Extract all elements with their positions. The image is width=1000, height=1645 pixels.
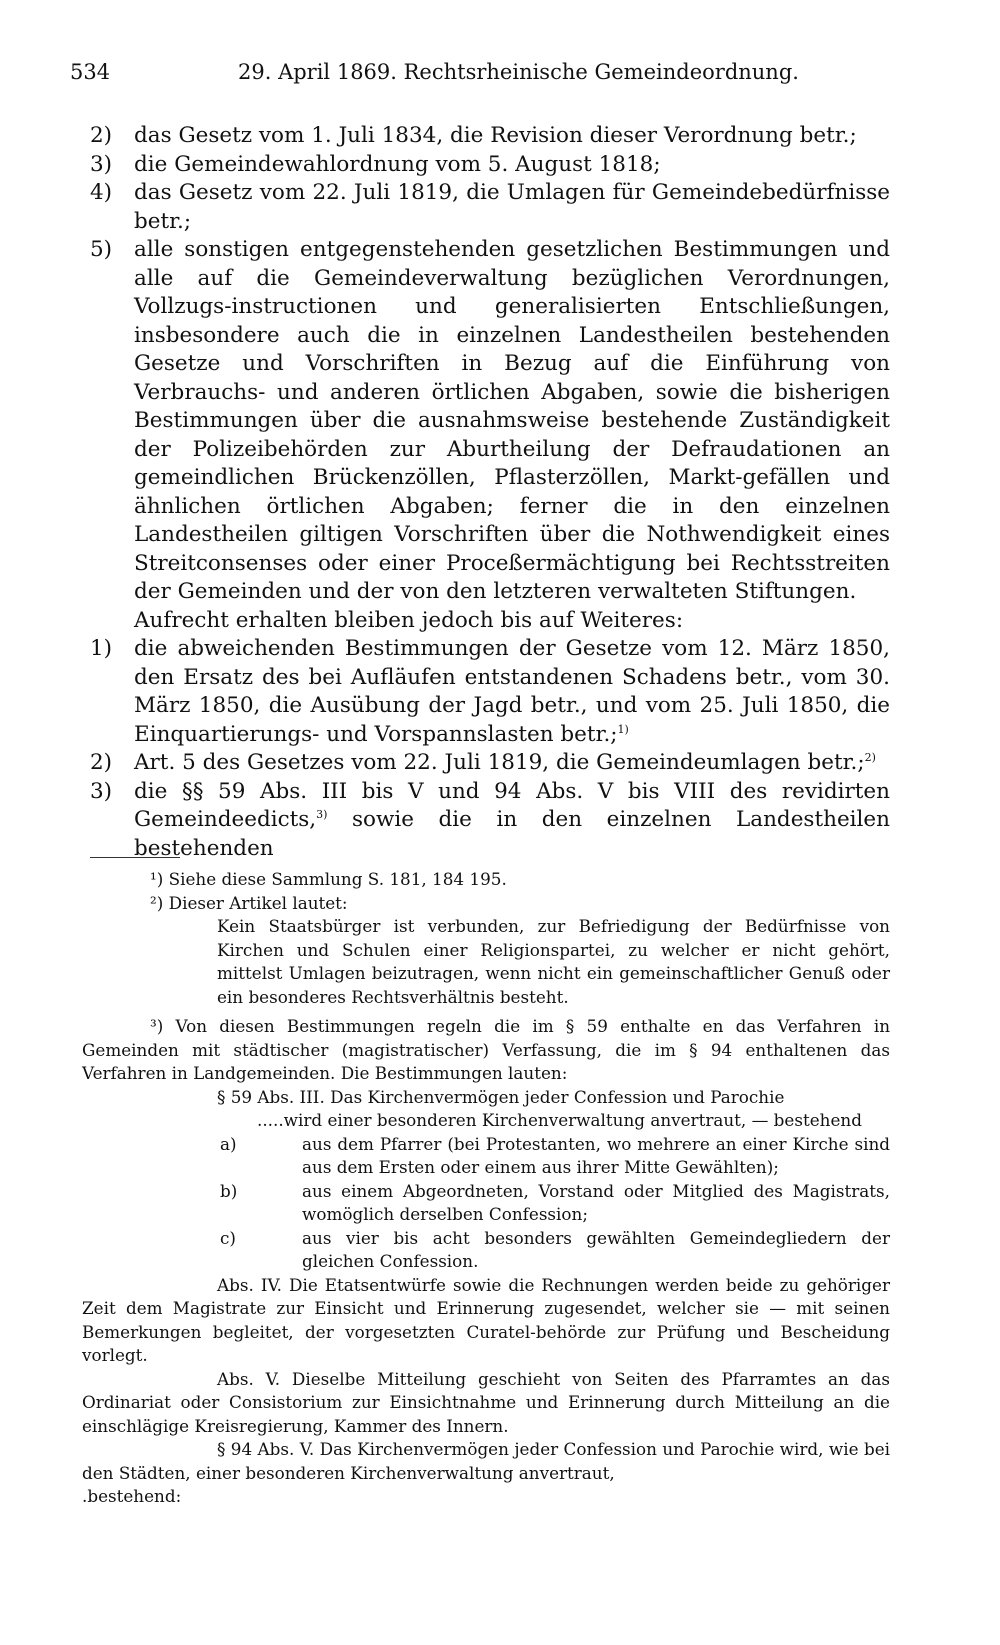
page-number: 534 xyxy=(70,60,111,84)
footnote-mark: ²) xyxy=(150,892,164,913)
item-letter: c) xyxy=(220,1227,236,1248)
footnote-3 xyxy=(82,1015,890,1086)
section-59-item xyxy=(82,1133,890,1180)
item-number: 3) xyxy=(90,151,113,177)
section-59-continuation: .....wird einer besonderen Kirchenverwaltung anvertraut, — bestehend xyxy=(257,1110,862,1130)
footnote-mark: ¹) xyxy=(150,869,164,889)
section-94-end: .bestehend: xyxy=(82,1486,182,1506)
abs-v-paragraph: Abs. V. Dieselbe Mitteilung geschieht von Seiten des Pfarramtes an das Ordinariat oder Consistorium zur Einsichtnahme und Erinnerung durch Mitteilung an die einschlägige Kreisregierung, Kammer des Innern. xyxy=(82,1368,890,1436)
section-59-heading: § 59 Abs. III. Das Kirchenvermögen jeder Confession und Parochie xyxy=(217,1086,785,1107)
footnote-separator xyxy=(90,857,180,858)
footnote-ref: 1) xyxy=(617,722,629,736)
footnote-text: Dieser Artikel lautet: xyxy=(168,892,348,913)
list-a-item xyxy=(90,179,890,236)
list-a-item xyxy=(90,151,890,180)
item-text: das Gesetz vom 1. Juli 1834, die Revision dieser Verordnung betr.; xyxy=(134,123,857,148)
footnote-1 xyxy=(82,868,890,892)
footnotes xyxy=(82,868,890,1509)
item-text: aus dem Pfarrer (bei Protestanten, wo mehrere an einer Kirche sind aus dem Ersten oder einem aus ihrer Mitte Gewählten); xyxy=(302,1133,890,1177)
section-intro: Aufrecht erhalten bleiben jedoch bis auf Weiteres: xyxy=(134,607,684,633)
item-number: 4) xyxy=(90,180,113,205)
footnote-ref: 2) xyxy=(864,750,876,764)
abs-iv-paragraph: Abs. IV. Die Etatsentwürfe sowie die Rechnungen werden beide zu gehöriger Zeit dem Magistrate zur Einsicht und Erinnerung zugesendet, welcher sie — mit seinen Bemerkungen begleitet, der vorgesetzten Curatel-behörde zur Prüfung und Bescheidung vorlegt. xyxy=(82,1274,890,1365)
list-b-item xyxy=(90,635,890,749)
item-text: die abweichenden Bestimmungen der Gesetze vom 12. März 1850, den Ersatz des bei Aufläufen entstandenen Schadens betr., vom 30. März 1850, die Ausübung der Jagd betr., und vom 25. Juli 1850, die Einquartierungs- und Vorspannslasten betr.; xyxy=(134,636,890,747)
footnote-ref: 3) xyxy=(316,807,328,821)
footnote-2 xyxy=(82,892,890,916)
item-letter: b) xyxy=(220,1180,238,1201)
footnote-text: Siehe diese Sammlung S. 181, 184 195. xyxy=(168,869,507,889)
section-94-paragraph: § 94 Abs. V. Das Kirchenvermögen jeder Confession und Parochie wird, wie bei den Städten, einer besonderen Kirchenverwaltung anvertraut, xyxy=(82,1439,890,1483)
item-text: die §§ 59 Abs. III bis V und 94 Abs. V bis VIII des revidirten Gemeindeedicts, xyxy=(134,778,890,832)
main-text xyxy=(90,122,890,863)
list-b-item xyxy=(90,778,890,864)
footnote-text: Von diesen Bestimmungen regeln die im § 59 enthalte en das Verfahren in Gemeinden mit städtischer (magistratischer) Verfassung, die im § 94 enthaltenen das Verfahren in Landgemeinden. Die Bestimmungen lauten: xyxy=(82,1016,890,1083)
item-text: das Gesetz vom 22. Juli 1819, die Umlagen für Gemeindebedürfnisse betr.; xyxy=(134,180,890,234)
item-number: 5) xyxy=(90,237,113,262)
item-number: 2) xyxy=(90,123,113,148)
item-text: aus vier bis acht besonders gewählten Gemeindegliedern der gleichen Confession. xyxy=(302,1227,890,1271)
list-b-item xyxy=(90,749,890,778)
item-number: 2) xyxy=(90,750,113,775)
section-59-item xyxy=(82,1227,890,1274)
item-text: alle sonstigen entgegenstehenden gesetzlichen Bestimmungen und alle auf die Gemeindeverwaltung bezüglichen Verordnungen, Vollzugs-instructionen und generalisierten Entschließungen, insbesondere auch die in einzelnen Landestheilen bestehenden Gesetze und Vorschriften in Bezug auf die Einführung von Verbrauchs- und anderen örtlichen Abgaben, sowie die bisherigen Bestimmungen über die ausnahmsweise bestehende Zuständigkeit der Polizeibehörden zur Aburtheilung der Defraudationen an gemeindlichen Brückenzöllen, Pflasterzöllen, Markt-gefällen und ähnlichen örtlichen Abgaben; ferner die in den einzelnen Landestheilen giltigen Vorschriften über die Nothwendigkeit eines Streitconsenses oder einer Proceßermächtigung bei Rechtsstreiten der Gemeinden und der von den letzteren verwalteten Stiftungen. xyxy=(134,237,890,604)
running-title: 29. April 1869. Rechtsrheinische Gemeindeordnung. xyxy=(238,60,799,84)
page-header xyxy=(70,60,930,90)
footnote-mark: ³) xyxy=(150,1016,164,1036)
item-number: 1) xyxy=(90,636,113,661)
list-a-item xyxy=(90,236,890,607)
item-text: aus einem Abgeordneten, Vorstand oder Mitglied des Magistrats, womöglich derselben Confession; xyxy=(302,1180,890,1224)
footnote-2-quote: Kein Staatsbürger ist verbunden, zur Befriedigung der Bedürfnisse von Kirchen und Schulen einer Religionspartei, zu welcher er nicht gehört, mittelst Umlagen beizutragen, wenn nicht ein gemeinschaftlicher Genuß oder ein besonderes Rechtsverhältnis besteht. xyxy=(217,916,890,1007)
list-a-item xyxy=(90,122,890,151)
section-59-item xyxy=(82,1180,890,1227)
item-text: Art. 5 des Gesetzes vom 22. Juli 1819, die Gemeindeumlagen betr.; xyxy=(134,750,865,775)
item-text: sowie die in den einzelnen Landestheilen bestehenden xyxy=(134,807,890,861)
item-letter: a) xyxy=(220,1133,237,1154)
item-number: 3) xyxy=(90,778,113,804)
item-text: die Gemeindewahlordnung vom 5. August 1818; xyxy=(134,151,661,177)
